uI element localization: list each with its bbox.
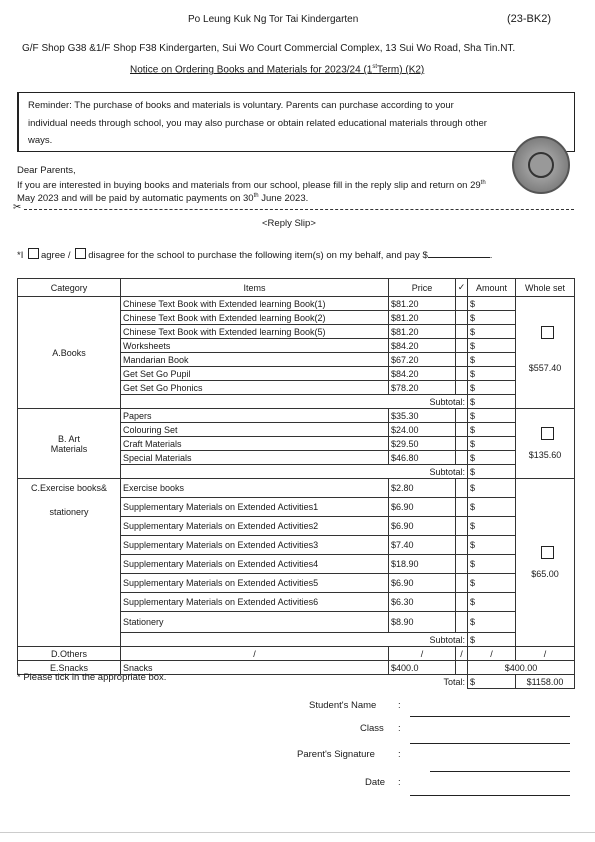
amount-cell: $ xyxy=(468,311,516,325)
whole-set-books-price: $557.40 xyxy=(528,363,562,373)
others-item: / xyxy=(121,647,389,661)
item-price: $24.00 xyxy=(389,423,456,437)
amount-cell: $ xyxy=(468,574,516,593)
item-name: Chinese Text Book with Extended learning Book(5) xyxy=(121,325,389,339)
item-price: $6.90 xyxy=(389,574,456,593)
others-whole-set: / xyxy=(516,647,575,661)
snacks-amount: $400.00 xyxy=(468,661,575,675)
reply-slip-title: <Reply Slip> xyxy=(262,218,316,229)
item-price: $8.90 xyxy=(389,612,456,633)
header-whole-set: Whole set xyxy=(516,279,575,297)
order-table xyxy=(17,278,575,689)
item-name: Papers xyxy=(121,409,389,423)
amount-cell: $ xyxy=(468,612,516,633)
tick-cell[interactable] xyxy=(456,325,468,339)
item-name: Supplementary Materials on Extended Activities5 xyxy=(121,574,389,593)
tick-cell[interactable] xyxy=(456,555,468,574)
student-name-label: Student's Name xyxy=(309,700,377,711)
class-colon: : xyxy=(398,723,401,734)
reminder-line-1 xyxy=(28,100,454,111)
amount-cell: $ xyxy=(468,409,516,423)
table-row xyxy=(18,297,575,311)
letter-line-2-sup: th xyxy=(253,193,259,199)
amount-cell: $ xyxy=(468,517,516,536)
amount-cell: $ xyxy=(468,437,516,451)
pay-amount-field[interactable] xyxy=(428,248,490,258)
subtotal-label: Subtotal: xyxy=(121,633,468,647)
table-row xyxy=(18,479,575,498)
date-label: Date xyxy=(365,777,386,788)
amount-cell: $ xyxy=(468,325,516,339)
tick-cell[interactable] xyxy=(456,297,468,311)
cut-line xyxy=(24,209,574,210)
letter-line-1 xyxy=(17,180,486,191)
class-label: Class xyxy=(360,723,384,734)
tick-cell[interactable] xyxy=(456,536,468,555)
item-name: Craft Materials xyxy=(121,437,389,451)
category-books: A.Books xyxy=(18,297,121,409)
letter-line-2 xyxy=(17,193,308,204)
category-art xyxy=(18,409,121,479)
student-name-colon: : xyxy=(398,700,401,711)
whole-set-books xyxy=(516,297,575,409)
notice-title xyxy=(130,64,424,75)
whole-set-art-checkbox[interactable] xyxy=(541,427,554,440)
total-label: Total: xyxy=(18,675,468,689)
item-price: $81.20 xyxy=(389,297,456,311)
header-items: Items xyxy=(121,279,389,297)
agree-end: . xyxy=(489,250,493,261)
item-price: $18.90 xyxy=(389,555,456,574)
item-price: $29.50 xyxy=(389,437,456,451)
subtotal-amount: $ xyxy=(468,395,516,409)
agree-star: *I xyxy=(17,250,24,261)
category-exercise-line-2: stationery xyxy=(49,507,89,517)
tick-cell[interactable] xyxy=(456,593,468,612)
reminder-text-1: The purchase of books and materials is voluntary. Parents can purchase according to your xyxy=(71,100,454,111)
item-name: Special Materials xyxy=(121,451,389,465)
whole-set-exercise-checkbox[interactable] xyxy=(541,546,554,559)
amount-cell: $ xyxy=(468,555,516,574)
tick-cell[interactable] xyxy=(456,498,468,517)
agree-checkbox[interactable] xyxy=(28,248,39,259)
school-seal-icon xyxy=(512,136,570,194)
parent-signature-colon: : xyxy=(398,749,401,760)
item-name: Supplementary Materials on Extended Activities1 xyxy=(121,498,389,517)
document-code: (23-BK2) xyxy=(507,13,552,25)
reminder-line-3: ways. xyxy=(28,135,53,146)
whole-set-art-price: $135.60 xyxy=(528,450,562,460)
subtotal-amount: $ xyxy=(468,633,516,647)
table-row xyxy=(18,647,575,661)
amount-cell: $ xyxy=(468,479,516,498)
others-price: / xyxy=(389,647,456,661)
item-name: Colouring Set xyxy=(121,423,389,437)
item-name: Supplementary Materials on Extended Activities4 xyxy=(121,555,389,574)
item-name: Exercise books xyxy=(121,479,389,498)
table-header-row xyxy=(18,279,575,297)
item-name: Supplementary Materials on Extended Activities3 xyxy=(121,536,389,555)
tick-cell[interactable] xyxy=(456,479,468,498)
amount-cell: $ xyxy=(468,339,516,353)
amount-cell: $ xyxy=(468,367,516,381)
tick-cell[interactable] xyxy=(456,381,468,395)
letter-line-2-text-a: May 2023 and will be paid by automatic payments on 30 xyxy=(17,193,254,205)
disagree-label: disagree for the school to purchase the following item(s) on my behalf, and pay $ xyxy=(88,250,428,261)
item-price: $67.20 xyxy=(389,353,456,367)
whole-set-exercise xyxy=(516,479,575,647)
item-price: $81.20 xyxy=(389,311,456,325)
reminder-label: Reminder: xyxy=(28,100,72,111)
whole-set-art xyxy=(516,409,575,479)
amount-cell: $ xyxy=(468,451,516,465)
item-price: $78.20 xyxy=(389,381,456,395)
tick-cell[interactable] xyxy=(456,612,468,633)
tick-cell[interactable] xyxy=(456,451,468,465)
table-row xyxy=(18,409,575,423)
others-amount: / xyxy=(468,647,516,661)
class-field[interactable] xyxy=(410,743,570,744)
total-value: $1158.00 xyxy=(516,675,575,689)
category-others: D.Others xyxy=(18,647,121,661)
notice-title-sup: st xyxy=(372,64,378,70)
amount-cell: $ xyxy=(468,536,516,555)
item-price: $84.20 xyxy=(389,339,456,353)
reminder-line-2: individual needs through school, you may also purchase or obtain related educational materials through other xyxy=(28,118,487,129)
tick-cell[interactable] xyxy=(456,517,468,536)
footnote: * Please tick in the appropriate box. xyxy=(17,672,167,683)
item-name: Supplementary Materials on Extended Activities2 xyxy=(121,517,389,536)
header-category: Category xyxy=(18,279,121,297)
letter-line-1-text: If you are interested in buying books and materials from our school, please fill in the reply slip and return on 29 xyxy=(17,180,481,192)
item-price: $7.40 xyxy=(389,536,456,555)
item-price: $6.90 xyxy=(389,498,456,517)
item-name: Get Set Go Pupil xyxy=(121,367,389,381)
category-art-line-2: Materials xyxy=(50,443,88,454)
total-dollar: $ xyxy=(468,675,516,689)
header-amount: Amount xyxy=(468,279,516,297)
student-name-field[interactable] xyxy=(410,716,570,717)
amount-cell: $ xyxy=(468,423,516,437)
notice-title-suffix: Term) (K2) xyxy=(377,64,425,76)
parent-signature-label: Parent's Signature xyxy=(297,749,375,760)
tick-cell[interactable] xyxy=(456,409,468,423)
item-price: $6.90 xyxy=(389,517,456,536)
amount-cell: $ xyxy=(468,593,516,612)
item-price: $2.80 xyxy=(389,479,456,498)
tick-cell[interactable] xyxy=(456,423,468,437)
header-tick: ✓ xyxy=(456,279,468,297)
item-name: Supplementary Materials on Extended Activities6 xyxy=(121,593,389,612)
item-price: $81.20 xyxy=(389,325,456,339)
disagree-checkbox[interactable] xyxy=(75,248,86,259)
category-exercise-line-1: C.Exercise books& xyxy=(30,483,108,493)
item-name: Mandarian Book xyxy=(121,353,389,367)
item-name: Chinese Text Book with Extended learning Book(1) xyxy=(121,297,389,311)
whole-set-books-checkbox[interactable] xyxy=(541,326,554,339)
greeting: Dear Parents, xyxy=(17,165,76,176)
header-price: Price xyxy=(389,279,456,297)
date-colon: : xyxy=(398,777,401,788)
letter-line-2-text-b: June 2023. xyxy=(258,193,309,205)
agree-label: agree / xyxy=(40,250,71,261)
item-name: Snacks xyxy=(121,661,389,675)
tick-cell[interactable] xyxy=(456,437,468,451)
parent-signature-field[interactable] xyxy=(430,771,570,772)
item-name: Worksheets xyxy=(121,339,389,353)
item-price: $35.30 xyxy=(389,409,456,423)
tick-cell[interactable] xyxy=(456,353,468,367)
others-tick: / xyxy=(456,647,468,661)
item-price: $84.20 xyxy=(389,367,456,381)
tick-cell[interactable] xyxy=(456,661,468,675)
item-name: Get Set Go Phonics xyxy=(121,381,389,395)
item-price: $400.0 xyxy=(389,661,456,675)
notice-title-prefix: Notice on Ordering Books and Materials for 2023/24 (1 xyxy=(130,64,373,76)
scissors-icon: ✂ xyxy=(13,202,22,213)
amount-cell: $ xyxy=(468,381,516,395)
tick-cell[interactable] xyxy=(456,339,468,353)
school-address: G/F Shop G38 &1/F Shop F38 Kindergarten, Sui Wo Court Commercial Complex, 13 Sui Wo Road, Sha Tin.NT. xyxy=(22,43,516,54)
item-name: Chinese Text Book with Extended learning Book(2) xyxy=(121,311,389,325)
bottom-rule xyxy=(0,832,595,833)
amount-cell: $ xyxy=(468,297,516,311)
item-price: $6.30 xyxy=(389,593,456,612)
subtotal-amount: $ xyxy=(468,465,516,479)
category-exercise xyxy=(18,479,121,647)
tick-cell[interactable] xyxy=(456,311,468,325)
agree-line xyxy=(17,248,492,261)
item-price: $46.80 xyxy=(389,451,456,465)
date-field[interactable] xyxy=(410,795,570,796)
category-snacks: E.Snacks xyxy=(18,661,121,675)
subtotal-label: Subtotal: xyxy=(121,465,468,479)
category-art-line-1: B. Art xyxy=(57,433,80,444)
amount-cell: $ xyxy=(468,353,516,367)
subtotal-label: Subtotal: xyxy=(121,395,468,409)
amount-cell: $ xyxy=(468,498,516,517)
tick-cell[interactable] xyxy=(456,574,468,593)
letter-line-1-sup: th xyxy=(480,180,486,186)
tick-cell[interactable] xyxy=(456,367,468,381)
school-name: Po Leung Kuk Ng Tor Tai Kindergarten xyxy=(188,14,359,25)
item-name: Stationery xyxy=(121,612,389,633)
whole-set-exercise-price: $65.00 xyxy=(531,569,559,579)
